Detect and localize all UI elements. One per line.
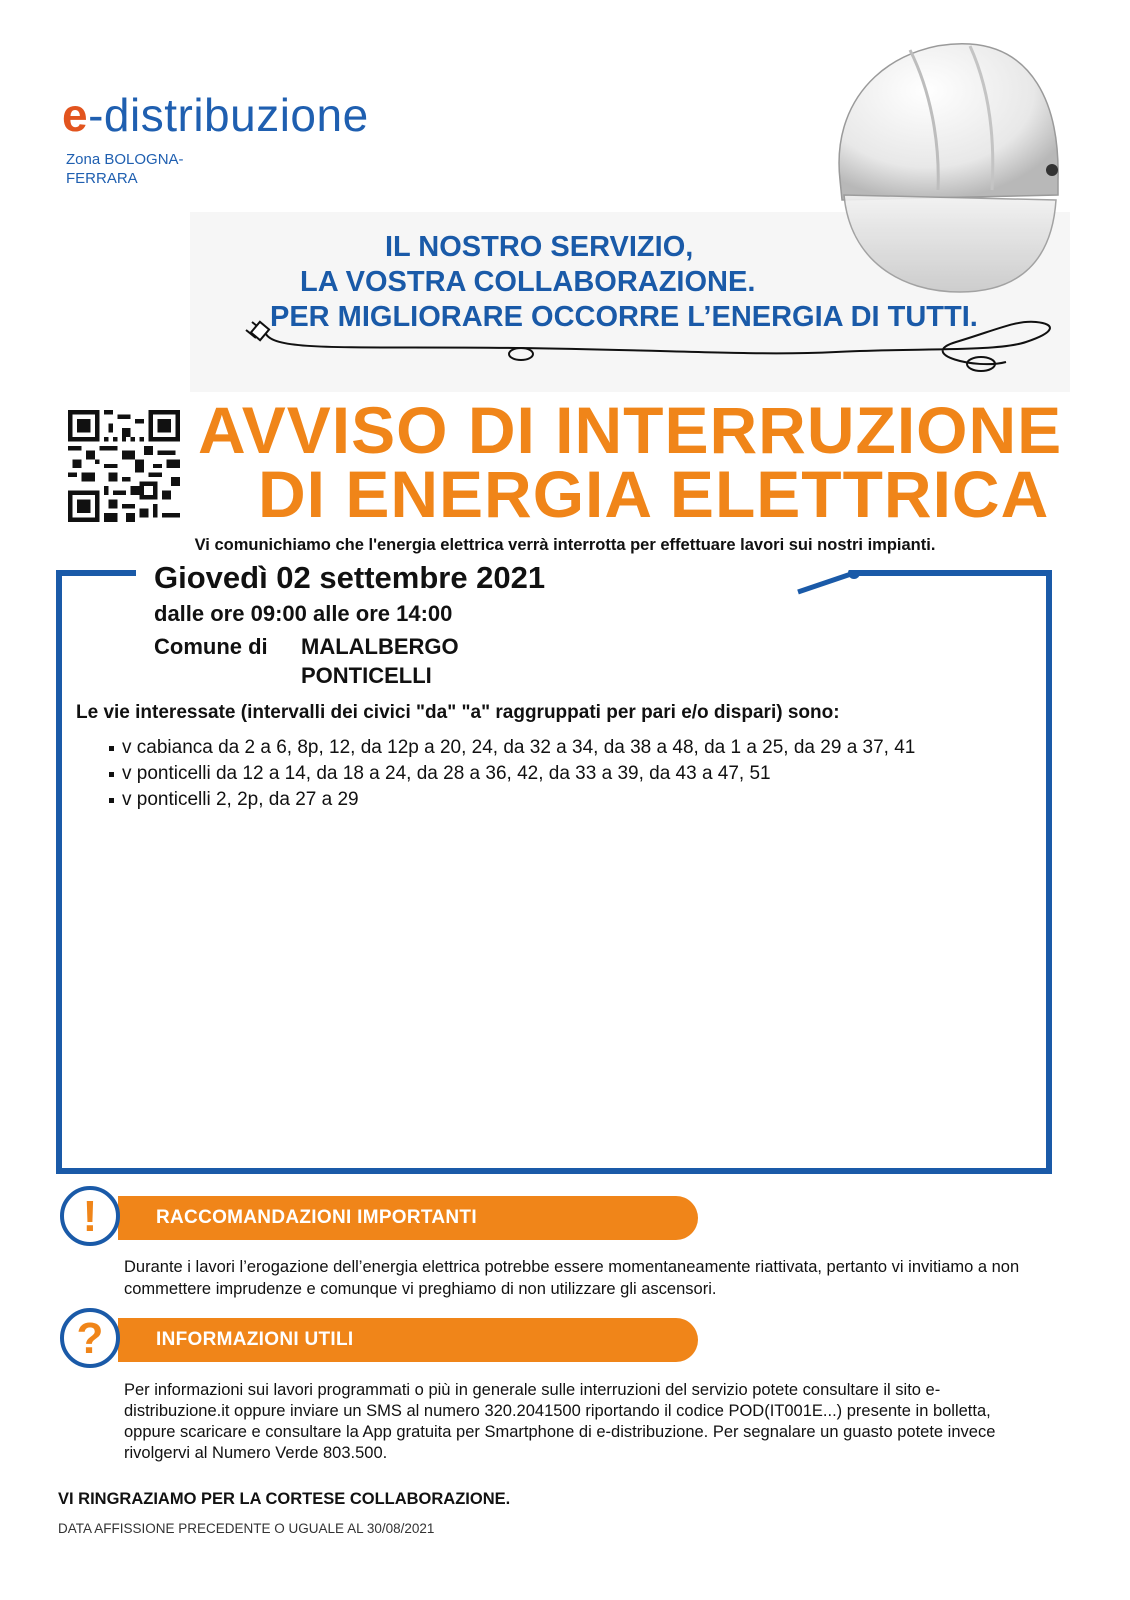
comune-label: Comune di bbox=[154, 634, 268, 659]
interruption-date: Giovedì 02 settembre 2021 bbox=[154, 560, 546, 595]
brand-logo bbox=[62, 88, 369, 142]
slogan-line-2: LA VOSTRA COLLABORAZIONE. bbox=[300, 266, 756, 298]
slogan-line-1: IL NOSTRO SERVIZIO, bbox=[385, 231, 694, 263]
question-icon: ? bbox=[60, 1308, 120, 1368]
list-item: v ponticelli 2, 2p, da 27 a 29 bbox=[108, 788, 1008, 812]
zone-label: Zona BOLOGNA-FERRARA bbox=[66, 151, 184, 187]
helmet-image bbox=[820, 30, 1070, 300]
notice-title-line-2: DI ENERGIA ELETTRICA bbox=[258, 457, 1050, 531]
notice-title bbox=[198, 393, 1063, 531]
plug-cord-icon bbox=[236, 312, 1076, 382]
notice-title-line-1: AVVISO DI INTERRUZIONE bbox=[198, 393, 1063, 467]
streets-list bbox=[108, 736, 1008, 814]
recommendations-text: Durante i lavori l’erogazione dell’energia elettrica potrebbe essere momentaneamente riattivata, pertanto vi invitiamo a non commettere imprudenze e comunque vi preghiamo di non utilizzare gli ascensori. bbox=[124, 1258, 1020, 1298]
list-item: v ponticelli da 12 a 14, da 18 a 24, da 28 a 36, 42, da 33 a 39, da 43 a 47, 51 bbox=[108, 762, 1008, 786]
interruption-hours: dalle ore 09:00 alle ore 14:00 bbox=[154, 601, 453, 626]
list-item: v cabianca da 2 a 6, 8p, 12, da 12p a 20, 24, da 32 a 34, da 38 a 48, da 1 a 25, da 29 a 37, 41 bbox=[108, 736, 1008, 760]
logo-text: -distribuzione bbox=[88, 89, 369, 141]
comune-name: MALALBERGO bbox=[301, 634, 459, 659]
logo-e: e bbox=[62, 89, 89, 141]
slogan-line-3: PER MIGLIORARE OCCORRE L’ENERGIA DI TUTTI. bbox=[270, 301, 978, 333]
exclamation-icon: ! bbox=[60, 1186, 120, 1246]
locality-name: PONTICELLI bbox=[301, 663, 432, 688]
info-header: INFORMAZIONI UTILI bbox=[118, 1318, 698, 1362]
streets-heading: Le vie interessate (intervalli dei civici "da" "a" raggruppati per pari e/o dispari) sono: bbox=[76, 702, 840, 723]
thanks-text: VI RINGRAZIAMO PER LA CORTESE COLLABORAZIONE. bbox=[58, 1490, 511, 1508]
qr-code bbox=[68, 410, 180, 522]
recommendations-header: RACCOMANDAZIONI IMPORTANTI bbox=[118, 1196, 698, 1240]
posting-date: DATA AFFISSIONE PRECEDENTE O UGUALE AL 30/08/2021 bbox=[58, 1521, 435, 1536]
info-text: Per informazioni sui lavori programmati o più in generale sulle interruzioni del servizio potete consultare il sito e-distribuzione.it oppure inviare un SMS al numero 320.2041500 riportando il codice POD(IT001E...) presente in bolletta, oppure scaricare e consultare la App gratuita per Smartphone di e-distribuzione. Per segnalare un guasto potete invece rivolgervi al Numero Verde 803.500. bbox=[124, 1381, 996, 1462]
notice-frame bbox=[56, 570, 1052, 1174]
intro-text: Vi comunichiamo che l'energia elettrica verrà interrotta per effettuare lavori sui nostri impianti. bbox=[194, 536, 936, 554]
